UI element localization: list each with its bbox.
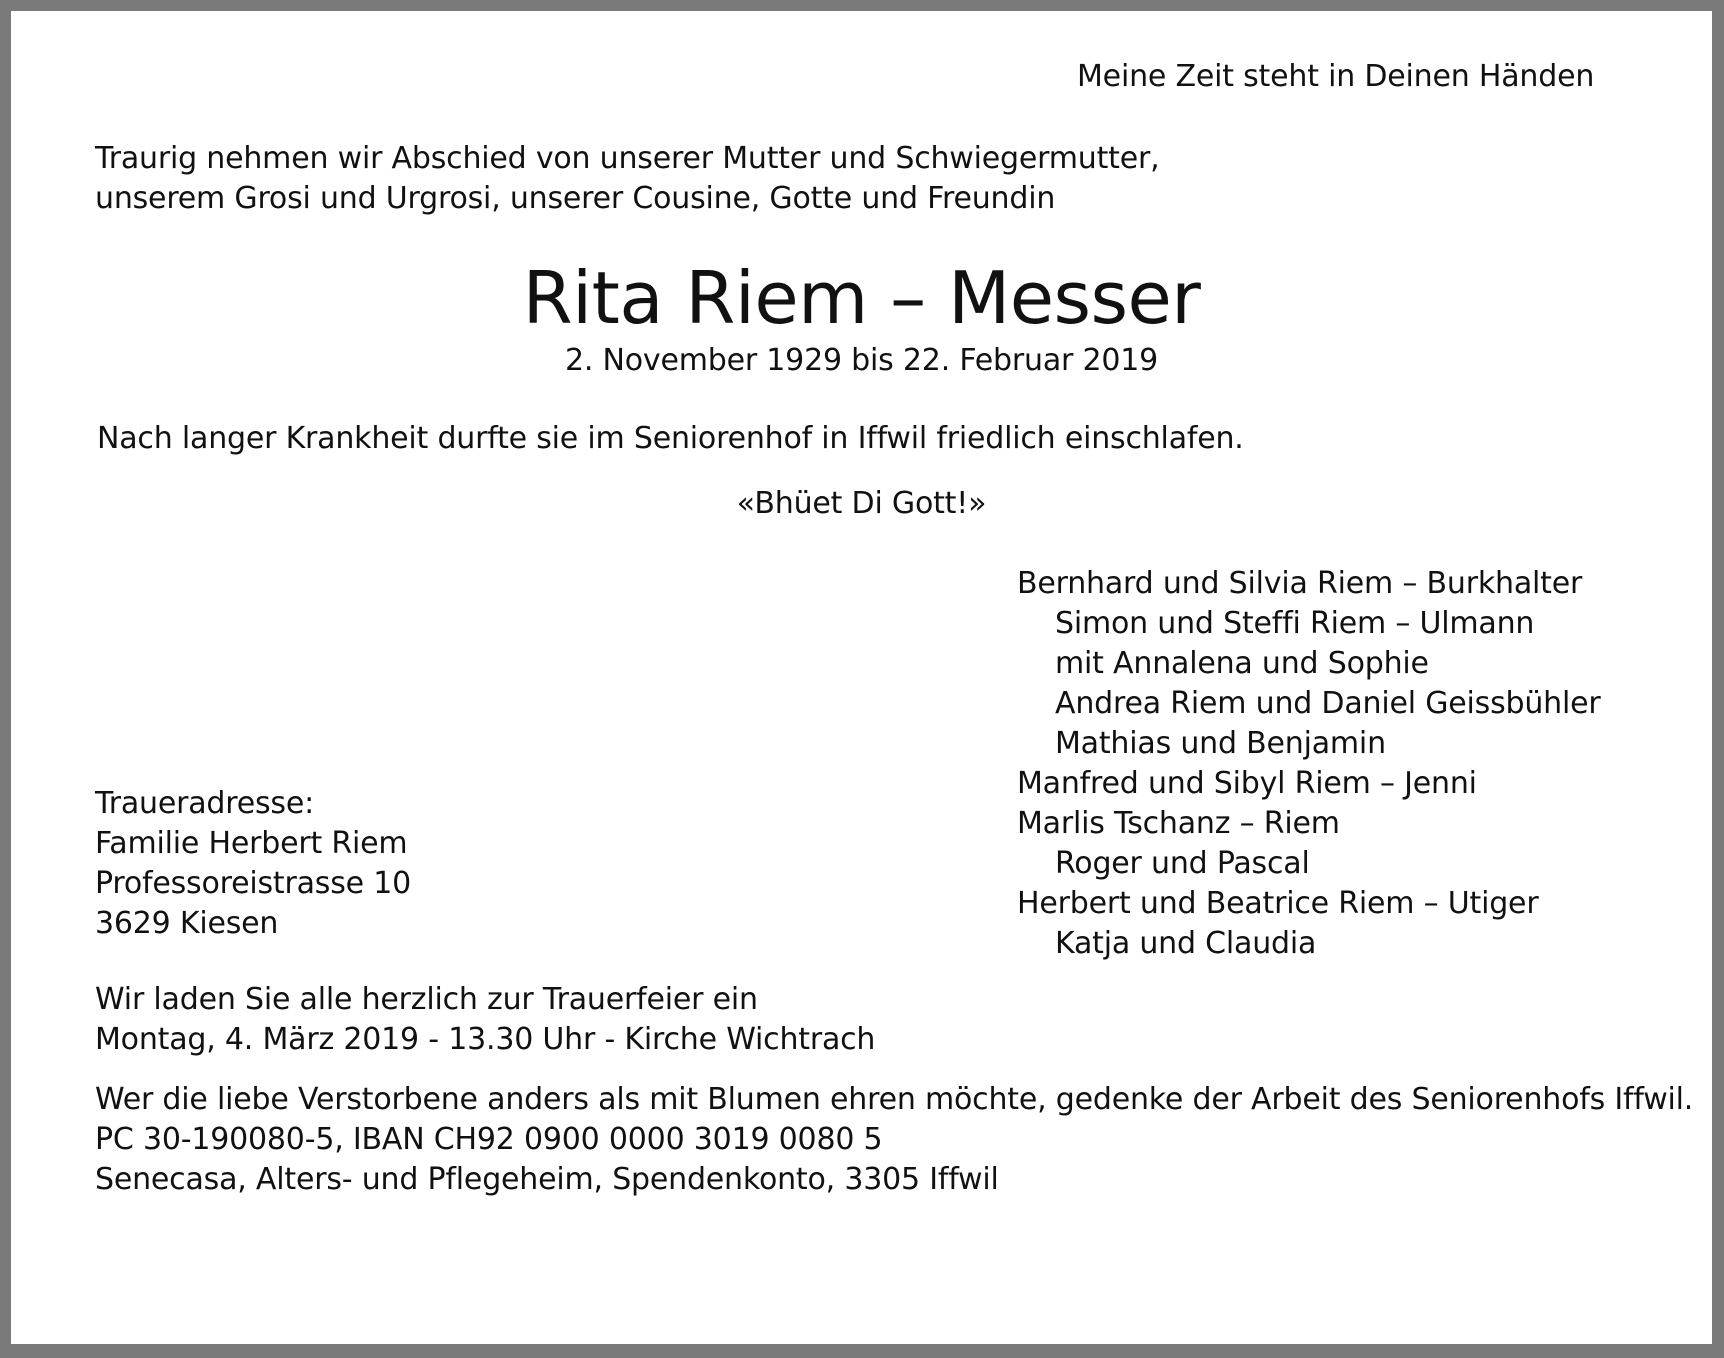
motto: Meine Zeit steht in Deinen Händen	[1077, 59, 1595, 94]
family-list	[1017, 564, 1601, 964]
family-member: Bernhard und Silvia Riem – Burkhalter	[1017, 566, 1583, 601]
deceased-name: Rita Riem – Messer	[522, 256, 1201, 340]
family-member: Andrea Riem und Daniel Geissbühler	[1055, 686, 1601, 721]
intro-text	[95, 139, 1159, 219]
address-label: Traueradresse:	[95, 786, 315, 821]
donation-line: Senecasa, Alters- und Pflegeheim, Spendenkonto, 3305 Iffwil	[95, 1162, 999, 1197]
ceremony-invitation	[95, 980, 875, 1060]
family-member: Manfred und Sibyl Riem – Jenni	[1017, 766, 1477, 801]
family-member: Simon und Steffi Riem – Ulmann	[1055, 606, 1535, 641]
address-city: 3629 Kiesen	[95, 906, 279, 941]
donation-info	[95, 1080, 1693, 1200]
family-member: Katja und Claudia	[1055, 926, 1317, 961]
intro-line: Traurig nehmen wir Abschied von unserer Mutter und Schwiegermutter,	[95, 141, 1160, 176]
ceremony-line: Wir laden Sie alle herzlich zur Trauerfeier ein	[95, 982, 758, 1017]
family-member: mit Annalena und Sophie	[1055, 646, 1429, 681]
family-member: Marlis Tschanz – Riem	[1017, 806, 1340, 841]
life-dates: 2. November 1929 bis 22. Februar 2019	[564, 343, 1159, 378]
address-name: Familie Herbert Riem	[95, 826, 408, 861]
donation-line: PC 30-190080-5, IBAN CH92 0900 0000 3019 0080 5	[95, 1122, 883, 1157]
family-member: Mathias und Benjamin	[1055, 726, 1386, 761]
intro-line: unserem Grosi und Urgrosi, unserer Cousine, Gotte und Freundin	[95, 181, 1056, 216]
passing-message: Nach langer Krankheit durfte sie im Seniorenhof in Iffwil friedlich einschlafen.	[97, 421, 1244, 456]
family-member: Roger und Pascal	[1055, 846, 1310, 881]
family-member: Herbert und Beatrice Riem – Utiger	[1017, 886, 1539, 921]
obituary-notice	[11, 11, 1712, 1344]
farewell-quote: «Bhüet Di Gott!»	[736, 486, 987, 521]
address-street: Professoreistrasse 10	[95, 866, 412, 901]
ceremony-line: Montag, 4. März 2019 - 13.30 Uhr - Kirche Wichtrach	[95, 1022, 876, 1057]
donation-line: Wer die liebe Verstorbene anders als mit Blumen ehren möchte, gedenke der Arbeit des Seniorenhofs Iffwil.	[95, 1082, 1694, 1117]
mourning-address	[95, 784, 411, 944]
